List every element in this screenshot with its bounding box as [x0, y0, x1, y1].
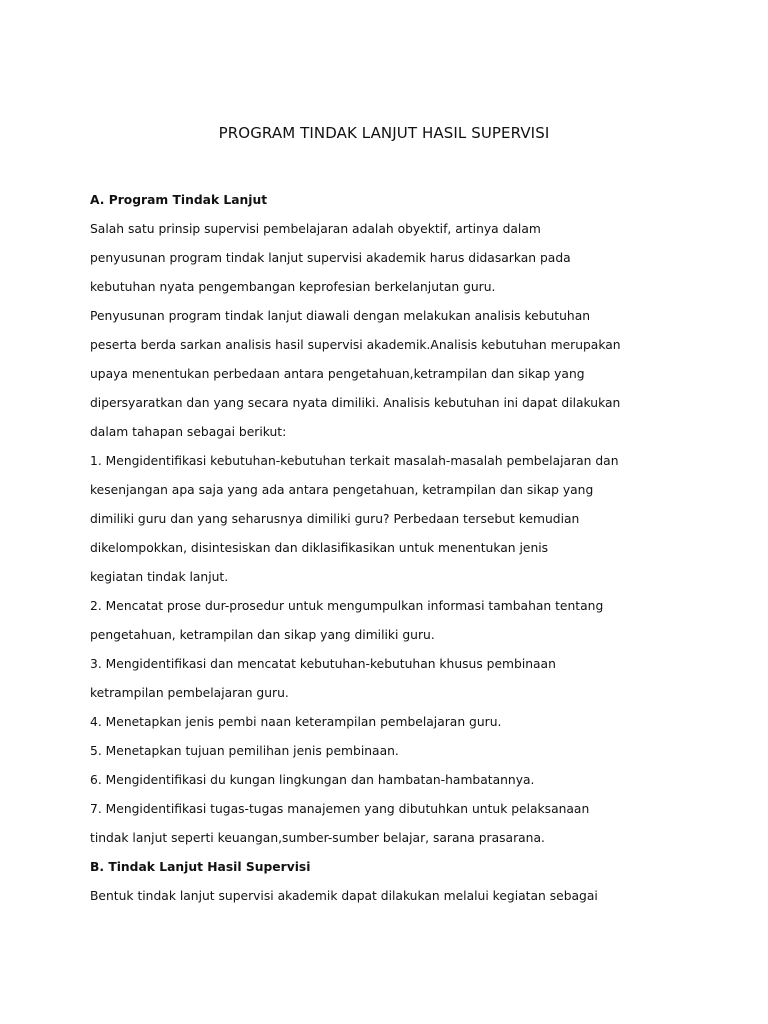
body-line: tindak lanjut seperti keuangan,sumber-sumber belajar, sarana prasarana.	[90, 831, 545, 845]
body-line: kesenjangan apa saja yang ada antara pengetahuan, ketrampilan dan sikap yang	[90, 483, 594, 497]
document-title: PROGRAM TINDAK LANJUT HASIL SUPERVISI	[218, 124, 550, 142]
body-line: dikelompokkan, disintesiskan dan diklasifikasikan untuk menentukan jenis	[90, 541, 549, 555]
body-line: Salah satu prinsip supervisi pembelajaran adalah obyektif, artinya dalam	[90, 222, 541, 236]
body-line: kegiatan tindak lanjut.	[90, 570, 229, 584]
body-line: dalam tahapan sebagai berikut:	[90, 425, 287, 439]
body-line: penyusunan program tindak lanjut supervisi akademik harus didasarkan pada	[90, 251, 571, 265]
list-item: 4. Menetapkan jenis pembi naan keterampilan pembelajaran guru.	[90, 715, 502, 729]
body-line: ketrampilan pembelajaran guru.	[90, 686, 289, 700]
body-line: upaya menentukan perbedaan antara pengetahuan,ketrampilan dan sikap yang	[90, 367, 585, 381]
body-line: Penyusunan program tindak lanjut diawali dengan melakukan analisis kebutuhan	[90, 309, 591, 323]
list-item: 7. Mengidentifikasi tugas-tugas manajemen yang dibutuhkan untuk pelaksanaan	[90, 802, 590, 816]
list-item: 6. Mengidentifikasi du kungan lingkungan dan hambatan-hambatannya.	[90, 773, 535, 787]
section-heading-a: A. Program Tindak Lanjut	[90, 193, 268, 207]
list-item: 2. Mencatat prose dur-prosedur untuk mengumpulkan informasi tambahan tentang	[90, 599, 604, 613]
body-line: peserta berda sarkan analisis hasil supervisi akademik.Analisis kebutuhan merupakan	[90, 338, 621, 352]
body-line: dimiliki guru dan yang seharusnya dimiliki guru? Perbedaan tersebut kemudian	[90, 512, 580, 526]
section-heading-b: B. Tindak Lanjut Hasil Supervisi	[90, 860, 311, 874]
body-line: kebutuhan nyata pengembangan keprofesian berkelanjutan guru.	[90, 280, 496, 294]
list-item: 1. Mengidentifikasi kebutuhan-kebutuhan terkait masalah-masalah pembelajaran dan	[90, 454, 619, 468]
body-line: Bentuk tindak lanjut supervisi akademik dapat dilakukan melalui kegiatan sebagai	[90, 889, 598, 903]
list-item: 5. Menetapkan tujuan pemilihan jenis pembinaan.	[90, 744, 399, 758]
list-item: 3. Mengidentifikasi dan mencatat kebutuhan-kebutuhan khusus pembinaan	[90, 657, 556, 671]
body-line: dipersyaratkan dan yang secara nyata dimiliki. Analisis kebutuhan ini dapat dilakukan	[90, 396, 621, 410]
body-line: pengetahuan, ketrampilan dan sikap yang dimiliki guru.	[90, 628, 435, 642]
